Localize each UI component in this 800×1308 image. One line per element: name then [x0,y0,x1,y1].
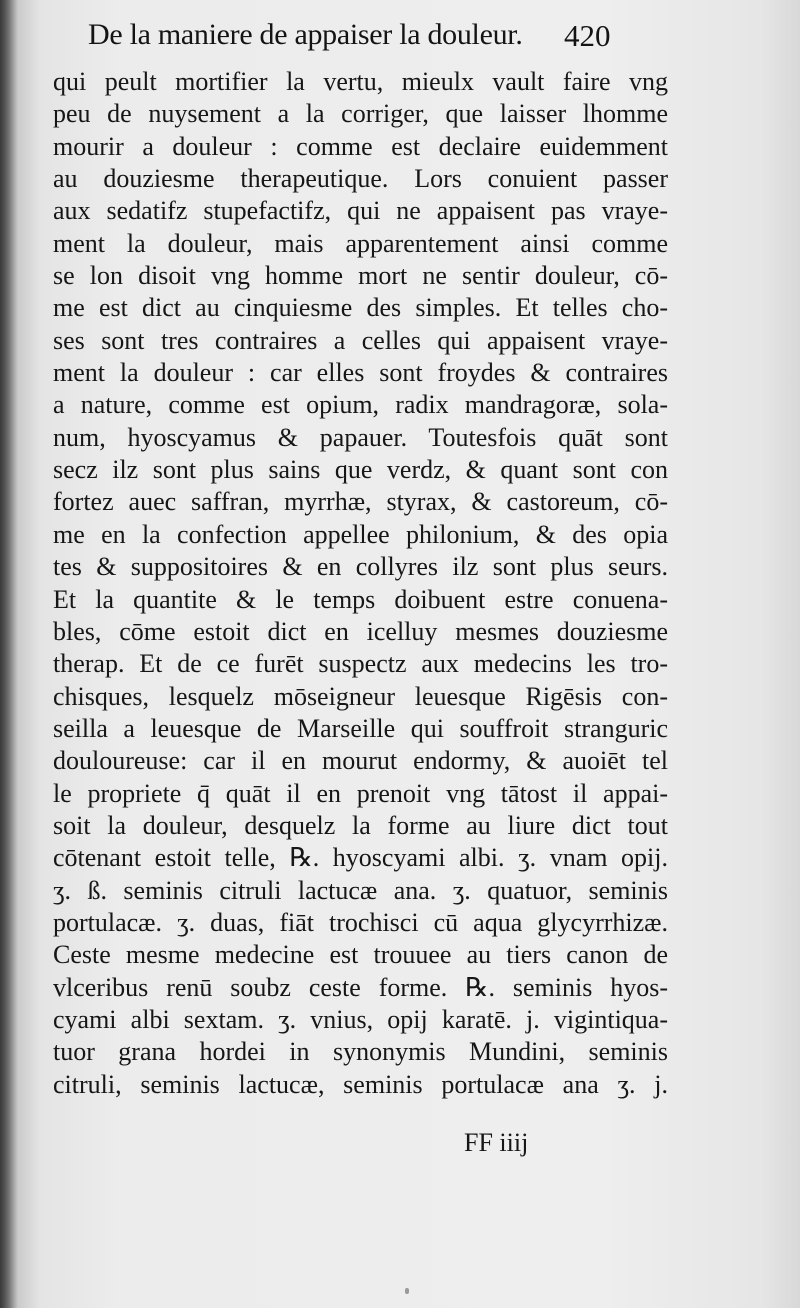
text-line: seilla a leuesque de Marseille qui souffroit stranguric [53,713,668,743]
gutter-shadow [0,0,18,1308]
text-line: num, hyoscyamus & papauer. Toutesfois quāt sont [53,422,668,452]
text-line: douloureuse: car il en mourut endormy, & auoiēt tel [53,746,668,776]
text-line: a nature, comme est opium, radix mandragoræ, sola- [53,390,668,420]
signature-mark: FF iiij [464,1128,529,1157]
text-line: se lon disoit vng homme mort ne sentir douleur, cō- [53,261,668,291]
text-line: soit la douleur, desquelz la forme au liure dict tout [53,810,668,840]
text-line: me en la confection appellee philonium, & des opia [53,519,668,549]
text-line: portulacæ. ʒ. duas, fiāt trochisci cū aqua glycyrrhizæ. [53,907,668,937]
text-line: tuor grana hordei in synonymis Mundini, seminis [53,1037,668,1067]
text-line: fortez auec saffran, myrrhæ, styrax, & castoreum, cō- [53,487,668,517]
text-line: ses sont tres contraires a celles qui appaisent vraye- [53,325,668,355]
text-line: ment la douleur, mais apparentement ainsi comme [53,228,668,258]
text-line: secz ilz sont plus sains que verdz, & quant sont con [53,455,668,485]
text-line: citruli, seminis lactucæ, seminis portulacæ ana ʒ. j. [53,1069,668,1099]
text-line: bles, cōme estoit dict en icelluy mesmes douziesme [53,616,668,646]
text-line: Et la quantite & le temps doibuent estre conuena- [53,584,668,614]
running-head: De la maniere de appaiser la douleur. [88,18,523,51]
text-line: ʒ. ß. seminis citruli lactucæ ana. ʒ. quatuor, seminis [53,875,668,905]
text-line: cyami albi sextam. ʒ. vnius, opij karatē. j. vigintiqua- [53,1004,668,1034]
page-header [88,18,648,58]
text-line: au douziesme therapeutique. Lors conuient passer [53,164,668,194]
text-line: tes & suppositoires & en collyres ilz sont plus seurs. [53,552,668,582]
text-line: Ceste mesme medecine est trouuee au tiers canon de [53,940,668,970]
text-line: vlceribus renū soubz ceste forme. ℞. seminis hyos- [53,972,668,1002]
text-line: me est dict au cinquiesme des simples. Et telles cho- [53,293,668,323]
paper-speck [405,1288,409,1294]
text-line: mourir a douleur : comme est declaire euidemment [53,131,668,161]
text-line: peu de nuysement a la corriger, que laisser lhomme [53,99,668,129]
text-line: cōtenant estoit telle, ℞. hyoscyami albi. ʒ. vnam opij. [53,843,668,873]
text-line: therap. Et de ce furēt suspectz aux medecins les tro- [53,649,668,679]
text-line: qui peult mortifier la vertu, mieulx vault faire vng [53,67,668,96]
text-line: ment la douleur : car elles sont froydes & contraires [53,358,668,388]
text-line: le propriete q̄ quāt il en prenoit vng tātost il appai- [53,778,668,808]
text-line: chisques, lesquelz mōseigneur leuesque Rigēsis con- [53,681,668,711]
body-text [53,66,693,1101]
page-number: 420 [564,18,611,53]
text-line: aux sedatifz stupefactifz, qui ne appaisent pas vraye- [53,196,668,226]
